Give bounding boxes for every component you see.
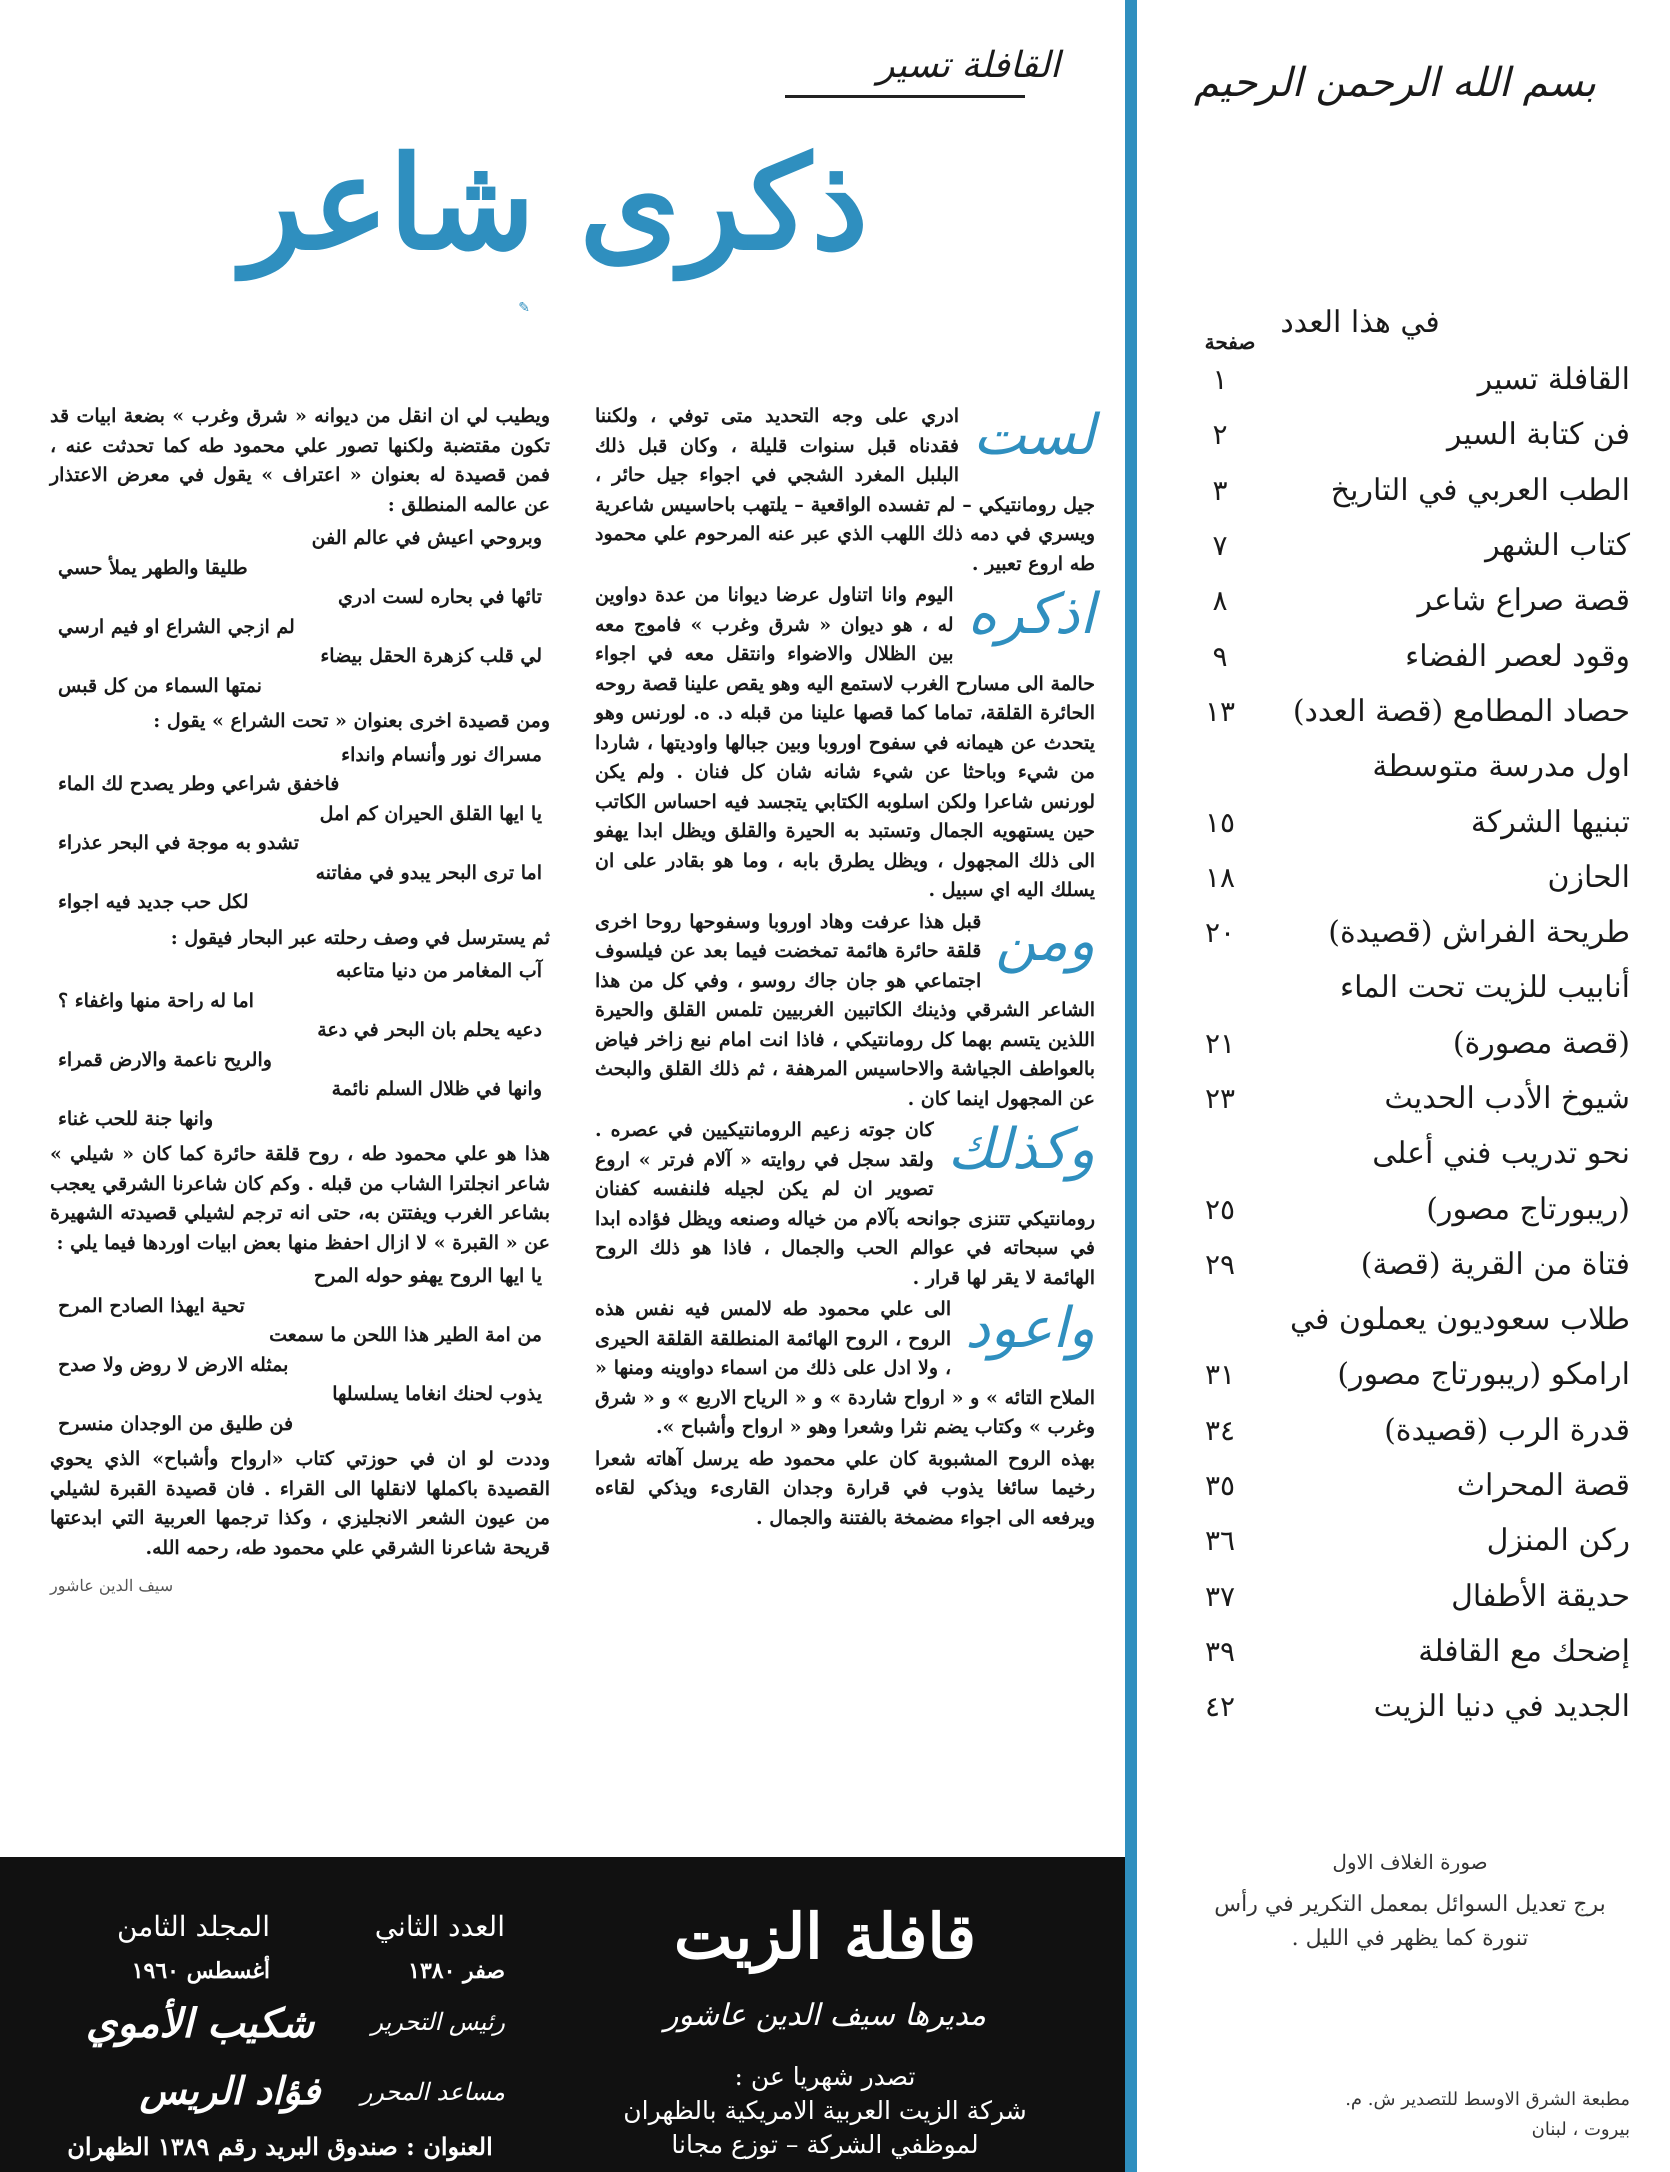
article-paragraph [595,1445,1095,1534]
toc-entry-title: شيوخ الأدب الحديث [1384,1081,1630,1116]
magazine-director: مديرها سيف الدين عاشور [663,1998,987,2033]
verse-hemistich: وانها جنة للحب غناء [58,1107,214,1130]
verse-hemistich: اما ترى البحر يبدو في مفاتنه [315,861,542,884]
verse-line [50,1016,550,1046]
verse-hemistich: يا ايها القلق الحيران كم امل [319,802,542,825]
toc-entry-title: قدرة الرب (قصيدة) [1384,1412,1630,1448]
column-divider [1125,0,1137,2172]
verse-line [50,1105,550,1135]
section-underline [785,95,1025,98]
toc-entry-title: الحازن [1547,859,1630,895]
publisher-info [600,2060,1050,2162]
toc-entry-page: ١٣ [1204,694,1236,728]
assistant-editor-name: فؤاد الريس [139,2068,321,2113]
toc-entry-title: ارامكو (ريبورتاج مصور) [1337,1357,1630,1393]
toc-entry-page: ٩ [1212,639,1228,673]
verse-line [50,1380,550,1410]
toc-entry [1180,463,1630,518]
toc-entry [1180,905,1630,960]
toc-entry-title: ركن المنزل [1486,1523,1630,1559]
article-paragraph [595,581,1095,906]
paragraph-text: ادري على وجه التحديد متى توفي ، ولكننا فقدناه قبل سنوات قليلة ، وكان قبل ذلك البلبل المغرد الشجي في اجواء جيل حائر ، جيل رومانتيكي – لم تفسده الواقعية – يلتهب باحاسيس شاعرية ويسري في دمه ذلك اللهب الذي عبر عنه المرحوم علي محمود طه اروع تعبير . [595,405,1095,575]
toc-entry-title: طريحة الفراش (قصيدة) [1328,915,1630,951]
toc-entry-page: ٧ [1212,529,1228,563]
postal-address: العنوان : صندوق البريد رقم ١٣٨٩ الظهران [67,2132,493,2161]
toc-entry-title: وقود لعصر الفضاء [1405,638,1630,674]
toc-entry [1180,518,1630,573]
toc-entry-page: ٢٠ [1204,916,1236,950]
verse-line [50,672,550,702]
toc-entry-title: (ريبورتاج مصور) [1426,1191,1630,1227]
toc-entry [1180,794,1630,849]
verse-line [50,1262,550,1292]
toc-entry [1180,1126,1630,1181]
verse-line [50,888,550,918]
cover-caption-text: برج تعديل السوائل بمعمل التكرير في رأس تنورة كما يظهر في الليل . [1214,1892,1606,1951]
paragraph-text: الى علي محمود طه لالمس فيه نفس هذه الروح ، الروح الهائمة المنطلقة القلقة الحيرى ، ولا ادل على ذلك من اسماء دواوينه ومنها « الملاح التائه » و « ارواح شاردة » و « الرياح الاربع » و « شرق وغرب » وكتاب يضم نثرا وشعرا وهو « ارواح وأشباح ». [595,1298,1095,1438]
paragraph-text: اليوم وانا اتناول عرضا ديوانا من عدة دواوين له ، هو ديوان « شرق وغرب » فاموج معه بين الظلال والاضواء وانتقل معه في اجواء حالمة الى مسارح الغرب لاستمع اليه وهو يقص علينا قصة روحه الحائرة القلقة، تماما كما قصها علينا من قبله د. ه. لورنس وهو يتحدث عن هيمانه في سفوح اوروبا وبين جبالها واوديتها ، شاردا من شيء وباحثا عن شيء شانه شان كل فنان . ولم يكن لورنس شاعرا ولكن اسلوبه الكتابي يتجسد فيه احساس الكاتب حين يستهويه الجمال وتستبد به الحيرة والقلق ويظل ابدا يهفو الى ذلك المجهول ، ويظل يطرق بابه ، وما هو بقادر على ان يسلك اليه اي سبيل . [595,584,1095,901]
toc-entry [1180,1569,1630,1624]
verse-line [50,1410,550,1440]
article-paragraph: ثم يسترسل في وصف رحلته عبر البحار فيقول : [170,926,550,949]
assistant-editor-label: مساعد المحرر [360,2078,505,2106]
table-of-contents [1180,352,1630,1734]
verse-line [50,613,550,643]
toc-entry-page: ١ [1212,363,1228,397]
issue-volume: المجلد الثامن [116,1910,270,1943]
toc-entry-page: ٣٧ [1204,1579,1236,1613]
toc-entry-page: ١٥ [1204,805,1236,839]
drop-word: لست [972,403,1095,468]
toc-entry [1180,1458,1630,1513]
verse-hemistich: وانها في ظلال السلم نائمة [331,1078,542,1100]
toc-entry [1180,739,1630,794]
verse-hemistich: دعيه يحلم بان البحر في دعة [317,1019,542,1041]
verse-line [50,1075,550,1105]
verse-hemistich: تشدو به موجة في البحر عذراء [58,832,300,854]
publisher-line: تصدر شهريا عن : [734,2062,916,2091]
issue-hijri-date: صفر ١٣٨٠ [408,1958,505,1984]
toc-entry-page: ٣١ [1204,1358,1236,1392]
editor-name: شكيب الأموي [85,2000,315,2047]
paragraph-text: قبل هذا عرفت وهاد اوروبا وسفوحها روحا اخرى قلقة حائرة هائمة تمخضت فيما بعد عن فيلسوف اجتماعي هو جان جاك روسو ، وفي كل من هذا الشاعر الشرقي وذينك الكاتبين الغربيين تلمس القلق والحيرة اللذين يتسم بهما كل رومانتيكي ، فاذا انت امام نبع زاخر فياض بالعواطف الجياشة والاحاسيس المرهفة ، ثم ذلك القلق والبحث عن المجهول اينما كان . [595,910,1095,1110]
article-paragraph: ومن قصيدة اخرى بعنوان « تحت الشراع » يقول : [153,710,550,732]
toc-entry-title: حديقة الأطفال [1451,1578,1630,1614]
toc-entry-page: ٣٤ [1204,1413,1236,1447]
verse-line [50,770,550,800]
verse-hemistich: تائها في بحاره لست ادري [338,586,542,608]
toc-entry-title: كتاب الشهر [1485,528,1630,564]
toc-entry-title: فتاة من القرية (قصة) [1360,1246,1630,1282]
toc-entry [1180,1624,1630,1679]
verse-hemistich: اما له راحة منها واغفاء ؟ [58,989,254,1012]
publisher-line: شركة الزيت العربية الامريكية بالظهران [623,2096,1027,2125]
verse-line [50,800,550,830]
verse-line [50,583,550,613]
toc-entry-title: فن كتابة السير [1446,417,1630,453]
article-paragraph: وددت لو ان في حوزتي كتاب «ارواح وأشباح» الذي يحوي القصيدة باكملها لانقلها الى القراء . فان قصيدة القبرة لشيلي من عيون الشعر الانجليزي ، وكذا ترجمها العربية التي ابدعتها قريحة شاعرنا الشرقي علي محمود طه، رحمه الله. [50,1448,550,1559]
toc-entry [1180,684,1630,739]
verse-hemistich: وبروحي اعيش في عالم الفن [311,527,542,549]
verse-hemistich: فاخفق شراعي وطر يصدح لك الماء [58,773,340,795]
toc-entry-title: قصة المحراث [1456,1468,1630,1504]
issue-date: أغسطس ١٩٦٠ [131,1958,270,1984]
verse-hemistich: طليقا والطهر يملأ حسي [58,556,248,579]
toc-entry-title: حصاد المطامع (قصة العدد) [1292,693,1630,729]
toc-entry [1180,1679,1630,1734]
toc-heading: في هذا العدد [1280,305,1440,340]
verse-line [50,524,550,554]
section-label: القافلة تسير [877,45,1060,86]
toc-entry-title: قصة صراع شاعر [1417,583,1630,619]
verse-hemistich: يذوب لحنك انغاما يسلسلها [332,1383,542,1405]
author-signature: سيف الدين عاشور [50,1576,174,1595]
verse-hemistich: بمثله الارض لا روض ولا صدح [58,1353,289,1376]
toc-entry [1180,1403,1630,1458]
toc-entry-title: إضحك مع القافلة [1418,1633,1630,1669]
toc-entry-page: ٨ [1212,584,1228,618]
verse-hemistich: آب المغامر من دنيا متاعبه [335,960,542,982]
toc-entry-page: ٢١ [1204,1026,1236,1060]
verse-line [50,1046,550,1076]
publisher-line: لموظفي الشركة – توزع مجانا [671,2130,979,2159]
toc-entry-title: الجديد في دنيا الزيت [1373,1689,1630,1725]
toc-entry-title: طلاب سعوديون يعملون في [1290,1302,1630,1338]
verse-group [50,524,550,701]
toc-entry [1180,1292,1630,1347]
verse-hemistich: لكل حب جديد فيه اجواء [58,891,249,913]
drop-word: وكذلك [947,1117,1095,1182]
toc-entry-page: ٣٥ [1204,1469,1236,1503]
drop-word: واعود [965,1296,1095,1361]
cover-caption-title: صورة الغلاف الاول [1332,1850,1488,1874]
article-column-right [595,402,1095,1535]
toc-entry-page: ٣٦ [1204,1524,1236,1558]
toc-entry-page: ٢ [1212,418,1228,452]
toc-entry-title: القافلة تسير [1477,362,1630,398]
toc-entry-title: تبنيها الشركة [1470,804,1630,840]
toc-entry-page: ٤٢ [1204,1690,1236,1724]
verse-hemistich: مسراك نور وأنسام وانداء [341,743,542,766]
toc-page-label: صفحة [1204,330,1256,354]
toc-entry [1180,1181,1630,1236]
verse-hemistich: فن طليق من الوجدان منسرح [58,1412,294,1435]
verse-hemistich: من امة الطير هذا اللحن ما سمعت [269,1324,542,1346]
verse-hemistich: نمتها السماء من كل قبس [58,674,262,697]
verse-line [50,1321,550,1351]
toc-entry-page: ٢٣ [1204,1082,1236,1115]
article-paragraph: هذا هو علي محمود طه ، روح قلقة حائرة كما كان « شيلي » شاعر انجلترا الشاب من قبله . وكم كان شاعرنا الشرقي يعجب بشاعر الغرب ويفتتن به، حتى انه ترجم لشيلي قصيدته الشهيرة عن « القبرة » لا ازال احفظ منها بعض ابيات اوردها فيما يلي : [50,1143,550,1254]
verse-line [50,741,550,771]
article-paragraph [595,1295,1095,1443]
verse-line [50,987,550,1017]
paragraph-text: كان جوته زعيم الرومانتيكيين في عصره . ولقد سجل في روايته « آلام فرتر » اروع تصوير ان لم يكن لجيله فلنفسه كفنان رومانتيكي تتنزى جوانحه بآلام من خياله وصنعه ويظل فؤاده ابدا في سبحاته في عوالم الحب والجمال ، فاذا هو ذلك الروح الهائمة لا يقر لها قرار . [595,1119,1095,1289]
basmala: بسم الله الرحمن الرحيم [1193,60,1597,106]
toc-entry [1180,1016,1630,1071]
toc-entry-page: ٢٩ [1204,1247,1236,1281]
toc-entry [1180,1237,1630,1292]
toc-entry-title: اول مدرسة متوسطة [1372,749,1630,785]
toc-entry [1180,407,1630,462]
toc-entry [1180,573,1630,628]
drop-word: ومن [995,908,1095,974]
article-title: ذكرى شاعر [241,129,869,279]
toc-entry-title: (قصة مصورة) [1452,1025,1630,1061]
article-paragraph [595,908,1095,1115]
verse-line [50,829,550,859]
calligrapher-mark: ✎ [518,300,530,316]
magazine-name: قافلة الزيت [674,1900,976,1973]
drop-word: اذكره [967,582,1095,647]
verse-line [50,1292,550,1322]
verse-line [50,859,550,889]
article-paragraph: ويطيب لي ان انقل من ديوانه « شرق وغرب » بضعة ابيات قد تكون مقتضبة ولكنها تصور علي محمود طه كما تحدثت عنه ، فمن قصيدة له بعنوان « اعتراف » يقول في معرض الاعتذار عن عالمه المنطلق : [50,405,550,516]
toc-entry-title: الطب العربي في التاريخ [1330,472,1630,508]
toc-entry-page: ٣ [1212,473,1228,507]
verse-group [50,957,550,1134]
verse-hemistich: تحية ايهذا الصادح المرح [58,1294,245,1317]
verse-hemistich: لي قلب كزهرة الحقل بيضاء [320,645,542,667]
verse-hemistich: لم ازجي الشراع او فيم ارسي [58,615,295,638]
toc-entry-title: أنابيب للزيت تحت الماء [1340,970,1630,1006]
toc-entry-page: ٢٥ [1204,1192,1236,1226]
toc-entry [1180,628,1630,683]
paragraph-text: بهذه الروح المشبوبة كان علي محمود طه يرسل آهاته شعرا رخيما سائغا يذوب في قرارة وجدان القارىء ويذكي لقاءه ويرفعه الى اجواء مضمخة بالفتنة والجمال . [595,1447,1095,1529]
printer-line: بيروت ، لبنان [1531,2119,1630,2140]
issue-number: العدد الثاني [374,1910,505,1943]
toc-entry-title: نحو تدريب فني أعلى [1372,1136,1630,1172]
verse-hemistich: يا ايها الروح يهفو حوله المرح [313,1265,542,1287]
printer-credit [1210,2085,1630,2145]
toc-entry [1180,352,1630,407]
article-column-left [50,402,550,1601]
toc-entry [1180,1071,1630,1126]
article-paragraph [595,402,1095,579]
toc-entry-page: ٣٩ [1204,1634,1236,1668]
verse-group [50,741,550,918]
verse-line [50,642,550,672]
editor-label: رئيس التحرير [371,2008,505,2036]
toc-entry [1180,1347,1630,1402]
verse-group [50,1262,550,1439]
verse-hemistich: والريح ناعمة والارض قمراء [58,1048,272,1071]
verse-line [50,554,550,584]
article-paragraph [595,1116,1095,1293]
verse-line [50,957,550,987]
toc-entry [1180,960,1630,1015]
printer-line: مطبعة الشرق الاوسط للتصدير ش. م. [1345,2089,1630,2110]
toc-entry [1180,850,1630,905]
verse-line [50,1351,550,1381]
toc-entry [1180,1513,1630,1568]
toc-entry-page: ١٨ [1204,860,1236,894]
